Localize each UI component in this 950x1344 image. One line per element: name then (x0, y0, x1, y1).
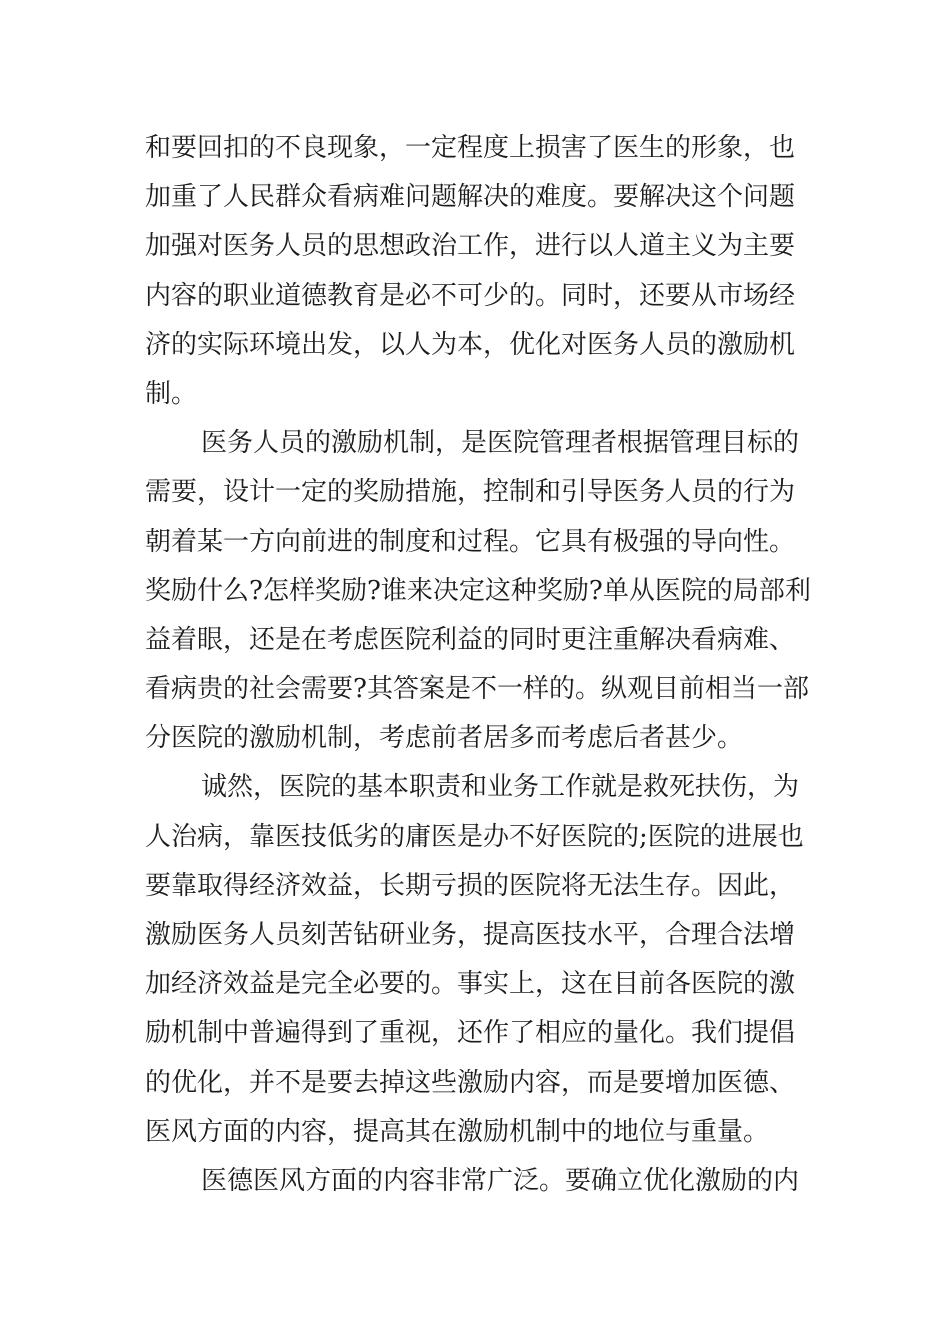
text-line: 激励医务人员刻苦钻研业务，提高医技水平，合理合法增 (145, 920, 796, 950)
text-line: 看病贵的社会需要?其答案是不一样的。纵观目前相当一部 (145, 674, 809, 705)
text-line: 加强对医务人员的思想政治工作，进行以人道主义为主要 (145, 231, 796, 262)
text-line: 加经济效益是完全必要的。事实上，这在目前各医院的激 (145, 969, 796, 1000)
text-line: 加重了人民群众看病难问题解决的难度。要解决这个问题 (145, 182, 796, 213)
text-line: 和要回扣的不良现象，一定程度上损害了医生的形象，也 (145, 133, 796, 163)
text-line: 励机制中普遍得到了重视，还作了相应的量化。我们提倡 (145, 1018, 796, 1049)
text-line: 医德医风方面的内容非常广泛。要确立优化激励的内 (201, 1165, 800, 1196)
text-line: 济的实际环境出发，以人为本，优化对医务人员的激励机 (145, 329, 796, 360)
text-line: 益着眼，还是在考虑医院利益的同时更注重解决看病难、 (145, 624, 796, 655)
text-line: 的优化，并不是要去掉这些激励内容，而是要增加医德、 (145, 1067, 796, 1098)
text-line: 要靠取得经济效益，长期亏损的医院将无法生存。因此， (145, 870, 796, 901)
text-line: 制。 (145, 378, 198, 409)
text-line: 奖励什么?怎样奖励?谁来决定这种奖励?单从医院的局部利 (145, 575, 811, 606)
text-line: 医务人员的激励机制，是医院管理者根据管理目标的 (201, 428, 800, 459)
text-line: 医风方面的内容，提高其在激励机制中的地位与重量。 (145, 1116, 770, 1147)
text-line: 内容的职业道德教育是必不可少的。同时，还要从市场经 (145, 280, 796, 311)
document-body (145, 124, 815, 1206)
text-line: 分医院的激励机制，考虑前者居多而考虑后者甚少。 (145, 723, 744, 754)
text-line: 人治病，靠医技低劣的庸医是办不好医院的;医院的进展也 (145, 821, 804, 852)
text-line: 朝着某一方向前进的制度和过程。它具有极强的导向性。 (145, 526, 796, 557)
text-line: 需要，设计一定的奖励措施，控制和引导医务人员的行为 (145, 477, 796, 508)
text-line: 诚然，医院的基本职责和业务工作就是救死扶伤，为 (201, 772, 800, 803)
